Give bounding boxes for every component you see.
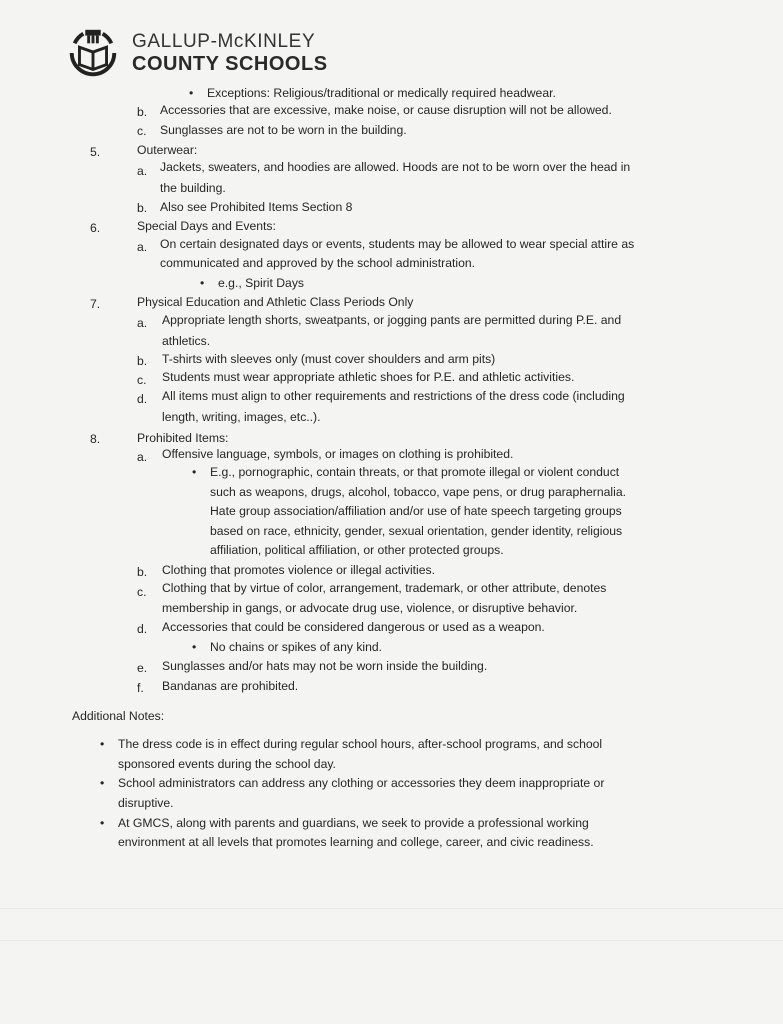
s8-e-marker: e. (137, 661, 148, 675)
s8-d: Accessories that could be considered dangerous or used as a weapon. (162, 620, 545, 634)
note-3-line1: • At GMCS, along with parents and guardians, we seek to provide a professional working (118, 815, 589, 831)
s8-a-bullet-line5: affiliation, political affiliation, or other protected groups. (210, 543, 504, 557)
s4-b-marker: b. (137, 105, 148, 119)
s8-c-line1: Clothing that by virtue of color, arrangement, trademark, or other attribute, denotes (162, 581, 607, 595)
s7-b: T-shirts with sleeves only (must cover shoulders and arm pits) (162, 352, 496, 366)
s5-number: 5. (90, 145, 101, 159)
note-2-line1: • School administrators can address any clothing or accessories they deem inappropriate or (118, 775, 604, 791)
s8-a-bullet-line1: • E.g., pornographic, contain threats, or that promote illegal or violent conduct (210, 464, 619, 480)
s7-c: Students must wear appropriate athletic shoes for P.E. and athletic activities. (162, 370, 575, 384)
note-2-line2: disruptive. (118, 796, 174, 810)
s6-a-marker: a. (137, 240, 148, 254)
s5-b: Also see Prohibited Items Section 8 (160, 200, 353, 214)
s5-a-line2: the building. (160, 181, 226, 195)
s7-a-line2: athletics. (162, 334, 211, 348)
s4-c: Sunglasses are not to be worn in the building. (160, 123, 407, 137)
s8-a-bullet-line4: based on race, ethnicity, gender, sexual orientation, gender identity, religious (210, 524, 623, 538)
scan-artifact-line (0, 940, 783, 941)
s8-b-marker: b. (137, 565, 148, 579)
s8-c-marker: c. (137, 585, 147, 599)
s8-number: 8. (90, 432, 101, 446)
s7-title: Physical Education and Athletic Class Periods Only (137, 295, 414, 309)
s5-title: Outerwear: (137, 143, 198, 157)
s8-b: Clothing that promotes violence or illegal activities. (162, 563, 435, 577)
school-logo-icon (64, 24, 122, 82)
s8-a-marker: a. (137, 450, 148, 464)
s7-a-line1: Appropriate length shorts, sweatpants, or jogging pants are permitted during P.E. and (162, 313, 622, 327)
s7-number: 7. (90, 297, 101, 311)
s8-d-bullet: • No chains or spikes of any kind. (210, 639, 382, 655)
s7-d-line1: All items must align to other requirements and restrictions of the dress code (including (162, 389, 625, 403)
letterhead (64, 24, 328, 82)
org-name-line2: COUNTY SCHOOLS (132, 53, 328, 75)
s5-a-marker: a. (137, 164, 148, 178)
s6-a-line1: On certain designated days or events, students may be allowed to wear special attire as (160, 237, 635, 251)
org-name-line1: GALLUP-McKINLEY (132, 31, 316, 52)
note-3-line2: environment at all levels that promotes learning and college, career, and civic readiness. (118, 835, 594, 849)
s8-e: Sunglasses and/or hats may not be worn inside the building. (162, 659, 488, 673)
s7-a-marker: a. (137, 316, 148, 330)
s7-d-line2: length, writing, images, etc..). (162, 410, 321, 424)
s4-exception: • Exceptions: Religious/traditional or medically required headwear. (207, 85, 556, 101)
s8-a-bullet-line2: such as weapons, drugs, alcohol, tobacco, vape pens, or drug paraphernalia. (210, 485, 626, 499)
s6-title: Special Days and Events: (137, 219, 276, 233)
note-1-line1: • The dress code is in effect during regular school hours, after-school programs, and school (118, 736, 602, 752)
s8-c-line2: membership in gangs, or advocate drug use, violence, or disruptive behavior. (162, 601, 578, 615)
s6-number: 6. (90, 221, 101, 235)
s8-title: Prohibited Items: (137, 431, 229, 445)
scan-artifact-line (0, 908, 783, 909)
s6-a-bullet: • e.g., Spirit Days (218, 275, 304, 291)
note-1-line2: sponsored events during the school day. (118, 757, 336, 771)
s5-b-marker: b. (137, 201, 148, 215)
s6-a-line2: communicated and approved by the school administration. (160, 256, 476, 270)
organization-name (132, 31, 328, 75)
s8-d-marker: d. (137, 622, 148, 636)
notes-title: Additional Notes: (72, 709, 165, 723)
s7-b-marker: b. (137, 354, 148, 368)
s4-c-marker: c. (137, 124, 147, 138)
s8-f-marker: f. (137, 681, 144, 695)
s8-f: Bandanas are prohibited. (162, 679, 299, 693)
s5-a-line1: Jackets, sweaters, and hoodies are allowed. Hoods are not to be worn over the head in (160, 160, 631, 174)
s8-a: Offensive language, symbols, or images on clothing is prohibited. (162, 447, 514, 461)
s8-a-bullet-line3: Hate group association/affiliation and/or use of hate speech targeting groups (210, 504, 622, 518)
s4-b: Accessories that are excessive, make noise, or cause disruption will not be allowed. (160, 103, 612, 117)
s7-d-marker: d. (137, 392, 148, 406)
s7-c-marker: c. (137, 373, 147, 387)
